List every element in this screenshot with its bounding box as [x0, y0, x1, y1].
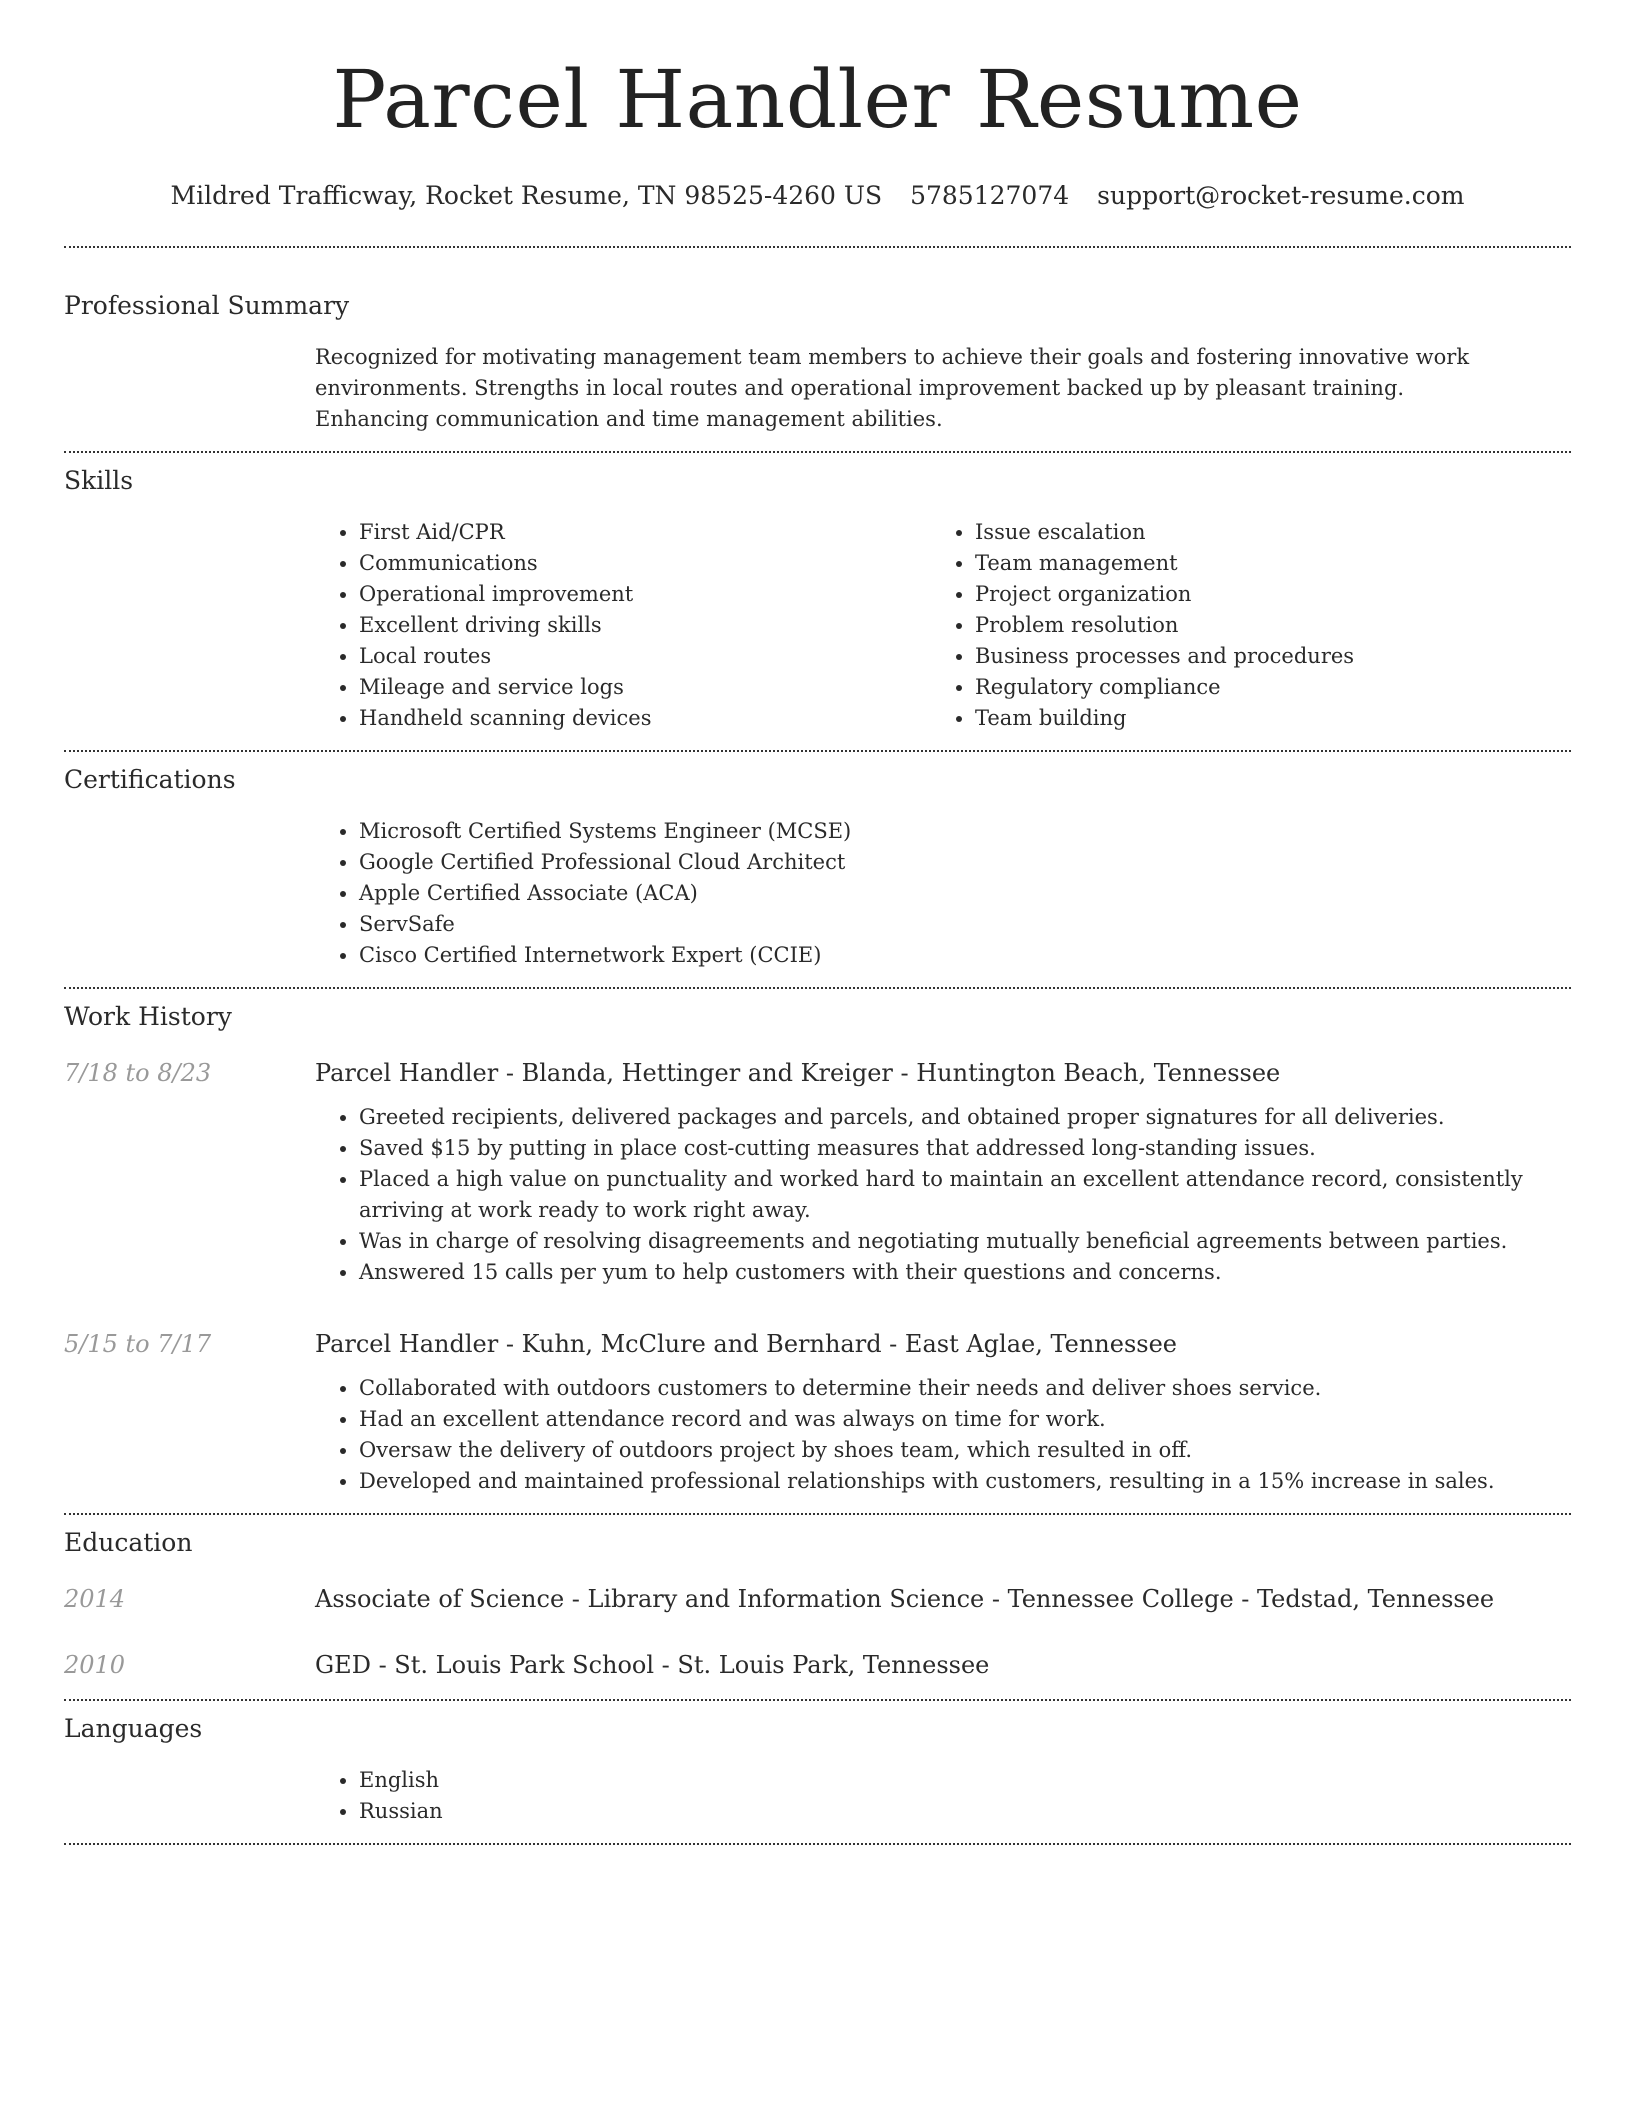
education-title: Associate of Science - Library and Information Science - Tennessee College - Tedstad, Tennessee [315, 1585, 1495, 1613]
job-bullet: • Greeted recipients, delivered packages and parcels, and obtained proper signatures for all deliveries. [359, 1102, 1561, 1133]
job-bullet: • Placed a high value on punctuality and worked hard to maintain an excellent attendance record, consistently arriving at work ready to work right away. [359, 1164, 1561, 1226]
job-bullet: • Had an excellent attendance record and was always on time for work. [359, 1404, 1561, 1435]
summary-text: Recognized for motivating management team members to achieve their goals and fostering innovative work environments. Strengths in local routes and operational improvement backed up by pleasant training. Enhancing communication and time management abilities. [315, 345, 1470, 431]
certification-item: • Apple Certified Associate (ACA) [359, 878, 1571, 909]
skills-list-right [931, 517, 1591, 734]
summary-section [64, 248, 1571, 451]
education-year: 2010 [64, 1651, 126, 1679]
skill-item: • Problem resolution [975, 610, 1591, 641]
job-bullet: • Collaborated with outdoors customers to determine their needs and deliver shoes service. [359, 1373, 1561, 1404]
skills-list-left [315, 517, 931, 734]
job-bullet: • Answered 15 calls per yum to help customers with their questions and concerns. [359, 1257, 1561, 1288]
work-history-section [64, 989, 1571, 1513]
certification-item: • Cisco Certified Internetwork Expert (CCIE) [359, 940, 1571, 971]
languages-heading: Languages [64, 1714, 203, 1743]
job-title: Parcel Handler - Blanda, Hettinger and Kreiger - Huntington Beach, Tennessee [315, 1059, 1281, 1087]
certification-item: • Microsoft Certified Systems Engineer (MCSE) [359, 816, 1571, 847]
contact-line [64, 178, 1571, 214]
job-bullet: • Was in charge of resolving disagreements and negotiating mutually beneficial agreements between parties. [359, 1226, 1561, 1257]
education-year: 2014 [64, 1585, 126, 1613]
job-title: Parcel Handler - Kuhn, McClure and Bernhard - East Aglae, Tennessee [315, 1330, 1177, 1358]
skill-item: • Local routes [359, 641, 931, 672]
page-title: Parcel Handler Resume [332, 53, 1303, 146]
skill-item: • Communications [359, 548, 931, 579]
job-bullet: • Developed and maintained professional relationships with customers, resulting in a 15% increase in sales. [359, 1466, 1561, 1497]
skill-item: • Mileage and service logs [359, 672, 931, 703]
certifications-heading: Certifications [64, 765, 236, 794]
job-bullets [315, 1102, 1571, 1288]
languages-list [315, 1765, 1571, 1827]
certifications-section [64, 752, 1571, 987]
summary-heading: Professional Summary [64, 291, 350, 320]
education-entry [64, 1581, 1571, 1617]
certifications-list [315, 816, 1571, 971]
contact-email: support@rocket-resume.com [1097, 181, 1465, 210]
language-item: • Russian [359, 1796, 1571, 1827]
certification-item: • ServSafe [359, 909, 1571, 940]
skill-item: • Regulatory compliance [975, 672, 1591, 703]
job-entry [64, 1055, 1571, 1288]
contact-address: Mildred Trafficway, Rocket Resume, TN 98525-4260 US [170, 181, 883, 210]
work-history-heading: Work History [64, 1002, 232, 1031]
language-item: • English [359, 1765, 1571, 1796]
certification-item: • Google Certified Professional Cloud Architect [359, 847, 1571, 878]
job-dates: 5/15 to 7/17 [64, 1330, 212, 1358]
skill-item: • Project organization [975, 579, 1591, 610]
skill-item: • Issue escalation [975, 517, 1591, 548]
skill-item: • Team building [975, 703, 1591, 734]
contact-phone: 5785127074 [910, 181, 1070, 210]
job-bullet: • Saved $15 by putting in place cost-cutting measures that addressed long-standing issues. [359, 1133, 1561, 1164]
job-bullet: • Oversaw the delivery of outdoors project by shoes team, which resulted in off. [359, 1435, 1561, 1466]
education-section [64, 1515, 1571, 1699]
education-entry [64, 1647, 1571, 1683]
skill-item: • Business processes and procedures [975, 641, 1591, 672]
languages-section [64, 1701, 1571, 1843]
education-title: GED - St. Louis Park School - St. Louis Park, Tennessee [315, 1651, 990, 1679]
job-dates: 7/18 to 8/23 [64, 1059, 212, 1087]
skill-item: • Operational improvement [359, 579, 931, 610]
skill-item: • First Aid/CPR [359, 517, 931, 548]
education-heading: Education [64, 1528, 193, 1557]
skill-item: • Handheld scanning devices [359, 703, 931, 734]
job-entry [64, 1326, 1571, 1497]
skill-item: • Excellent driving skills [359, 610, 931, 641]
resume-page [64, 0, 1571, 1845]
skills-section [64, 453, 1571, 750]
section-divider [64, 1843, 1571, 1845]
skill-item: • Team management [975, 548, 1591, 579]
skills-heading: Skills [64, 466, 134, 495]
job-bullets [315, 1373, 1571, 1497]
